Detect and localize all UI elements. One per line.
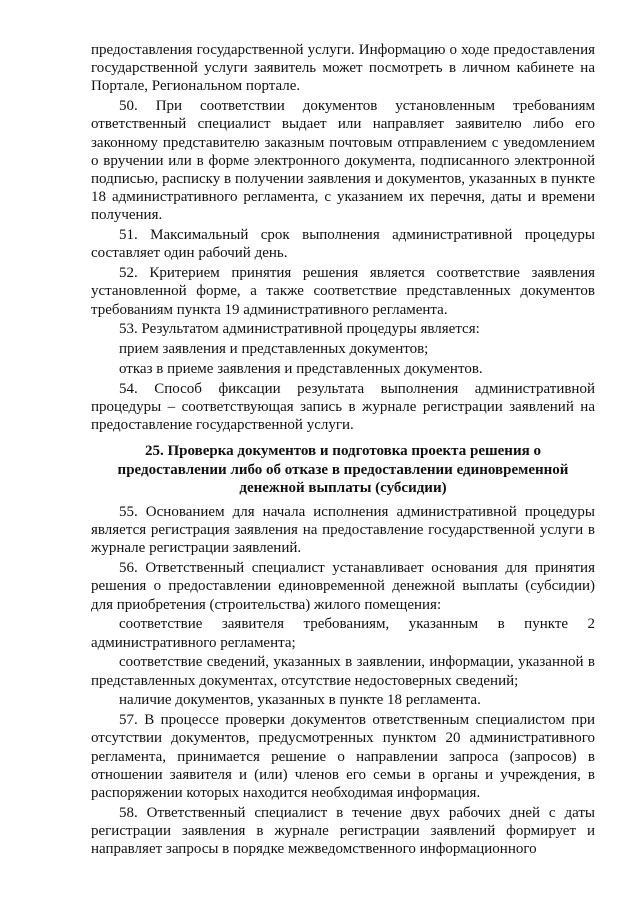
list-item-applicant-compliance: соответствие заявителя требованиям, указанным в пункте 2 административного регламента; (91, 616, 595, 651)
paragraphs-before (91, 41, 595, 434)
paragraphs-after (91, 503, 595, 858)
paragraph-57: 57. В процессе проверки документов ответственным специалистом при отсутствии документов, предусмотренных пунктом 20 административного регламента, принимается решение о направлении запроса (запросов) в отношении заявителя и (или) членов его семьи в органы и учреждения, в распоряжении которых находится необходимая информация. (91, 712, 595, 802)
paragraph-54: 54. Способ фиксации результата выполнения административной процедуры – соответствующая запись в журнале регистрации заявлений на предоставление государственной услуги. (91, 380, 595, 434)
section-heading: 25. Проверка документов и подготовка проекта решения о предоставлении либо об отказе в предоставлении единовременной денежной выплаты (субсидии) (117, 443, 569, 496)
paragraph-continuation: предоставления государственной услуги. Информацию о ходе предоставления государственной услуги заявитель может посмотреть в личном кабинете на Портале, Региональном портале. (91, 42, 595, 95)
list-item-documents-presence: наличие документов, указанных в пункте 18 регламента. (119, 692, 481, 709)
list-item-information-compliance: соответствие сведений, указанных в заявлении, информации, указанной в представленных документах, отсутствие недостоверных сведений; (91, 654, 595, 689)
list-item-refusal: отказ в приеме заявления и представленных документов. (119, 361, 483, 378)
paragraph-56: 56. Ответственный специалист устанавливает основания для принятия решения о предоставлении единовременной денежной выплаты (субсидии) для приобретения (строительства) жилого помещения: (91, 560, 595, 613)
paragraph-52: 52. Критерием принятия решения является соответствие заявления установленной форме, а также соответствие представленных документов требованиям пункта 19 административного регламента. (91, 265, 595, 318)
paragraph-53: 53. Результатом административной процедуры является: (119, 321, 480, 338)
paragraph-55: 55. Основанием для начала исполнения административной процедуры является регистрация заявления на предоставление государственной услуги в журнале регистрации заявлений. (91, 504, 595, 557)
list-item-acceptance: прием заявления и представленных документов; (119, 341, 429, 358)
paragraph-58: 58. Ответственный специалист в течение двух рабочих дней с даты регистрации заявления в журнале регистрации заявлений формирует и направляет запросы в порядке межведомственного информационного (91, 804, 595, 858)
paragraph-50: 50. При соответствии документов установленным требованиям ответственный специалист выдает или направляет заявителю либо его законному представителю заказным почтовым отправлением с уведомлением о вручении или в форме электронного документа, подписанного электронной подписью, расписку в получении заявления и документов, указанных в пункте 18 административного регламента, с указанием их перечня, даты и времени получения. (91, 98, 595, 224)
paragraph-51: 51. Максимальный срок выполнения административной процедуры составляет один рабочий день. (91, 227, 595, 262)
